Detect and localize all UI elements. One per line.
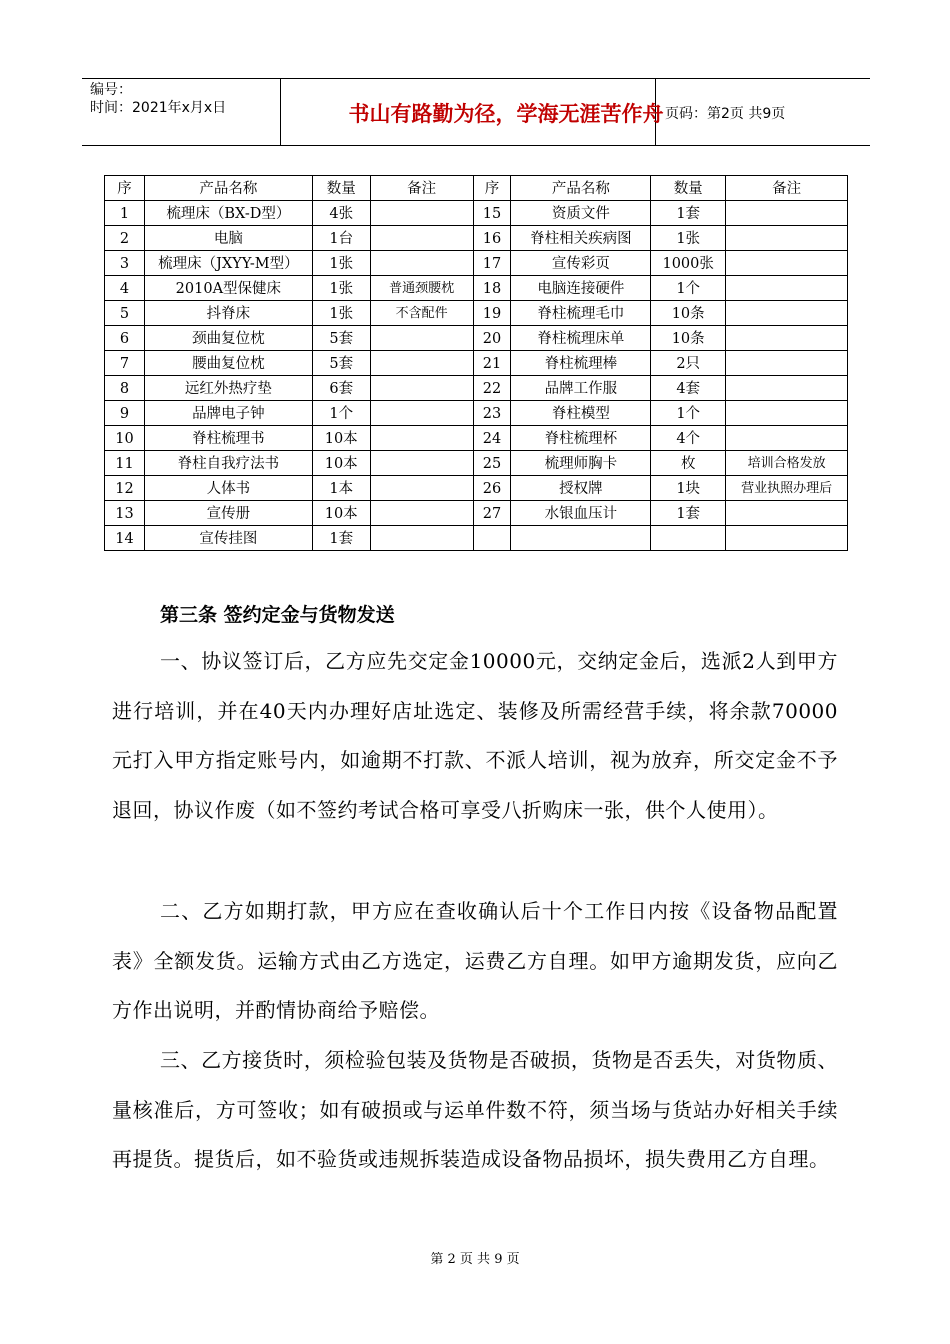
quantity-cell: 枚 (651, 451, 726, 476)
row-number-cell: 20 (473, 326, 511, 351)
remark-cell (726, 226, 848, 251)
row-number-cell: 27 (473, 501, 511, 526)
header-page-info: 页码：第2页 共9页 (665, 106, 786, 122)
table-row (105, 401, 848, 426)
table-row (105, 201, 848, 226)
product-name-cell: 宣传挂图 (144, 526, 312, 551)
quantity-cell: 10本 (312, 501, 370, 526)
product-name-cell: 授权牌 (511, 476, 651, 501)
article-paragraph: 一、协议签订后，乙方应先交定金10000元，交纳定金后，选派2人到甲方进行培训，并在40天内办理好店址选定、装修及所需经营手续，将余款70000元打入甲方指定账号内，如逾期不打款、不派人培训，视为放弃，所交定金不予退回，协议作废（如不签约考试合格可享受八折购床一张，供个人使用）。 (112, 649, 838, 822)
remark-cell: 培训合格发放 (726, 451, 848, 476)
quantity-cell: 5套 (312, 351, 370, 376)
product-name-cell: 梳理床（JXYY-M型） (144, 251, 312, 276)
quantity-cell: 1个 (312, 401, 370, 426)
quantity-cell: 1个 (651, 401, 726, 426)
quantity-cell: 1张 (312, 251, 370, 276)
remark-cell (726, 201, 848, 226)
article-paragraph: 二、乙方如期打款，甲方应在查收确认后十个工作日内按《设备物品配置表》全额发货。运输方式由乙方选定，运费乙方自理。如甲方逾期发货，应向乙方作出说明，并酌情协商给予赔偿。 (112, 899, 838, 1022)
product-name-cell: 梳理床（BX-D型） (144, 201, 312, 226)
row-number-cell (473, 526, 511, 551)
quantity-cell: 1000张 (651, 251, 726, 276)
document-time-label: 时间：2021年x月x日 (90, 100, 227, 116)
quantity-cell: 5套 (312, 326, 370, 351)
product-name-cell: 腰曲复位枕 (144, 351, 312, 376)
remark-cell (370, 351, 473, 376)
row-number-cell: 24 (473, 426, 511, 451)
quantity-cell: 1套 (651, 201, 726, 226)
row-number-cell: 21 (473, 351, 511, 376)
product-name-cell (511, 526, 651, 551)
product-name-cell: 资质文件 (511, 201, 651, 226)
row-number-cell: 18 (473, 276, 511, 301)
quantity-cell: 1块 (651, 476, 726, 501)
quantity-cell: 10条 (651, 301, 726, 326)
product-name-cell: 宣传册 (144, 501, 312, 526)
remark-cell (726, 301, 848, 326)
quantity-cell: 1本 (312, 476, 370, 501)
row-number-cell: 2 (105, 226, 145, 251)
quantity-cell: 4个 (651, 426, 726, 451)
row-number-cell: 1 (105, 201, 145, 226)
quantity-cell: 1台 (312, 226, 370, 251)
quantity-cell: 10本 (312, 451, 370, 476)
quantity-cell: 1张 (651, 226, 726, 251)
product-name-cell: 颈曲复位枕 (144, 326, 312, 351)
remark-cell (726, 401, 848, 426)
header-bottom-rule (82, 145, 870, 146)
equipment-table-body (105, 176, 848, 551)
table-row (105, 476, 848, 501)
table-row (105, 251, 848, 276)
column-header: 产品名称 (144, 176, 312, 201)
row-number-cell: 14 (105, 526, 145, 551)
row-number-cell: 22 (473, 376, 511, 401)
row-number-cell: 6 (105, 326, 145, 351)
quantity-cell: 1张 (312, 276, 370, 301)
remark-cell (726, 276, 848, 301)
remark-cell (370, 401, 473, 426)
remark-cell (370, 226, 473, 251)
article-title: 第三条 签约定金与货物发送 (160, 604, 395, 626)
remark-cell (370, 326, 473, 351)
row-number-cell: 7 (105, 351, 145, 376)
row-number-cell: 13 (105, 501, 145, 526)
column-header: 数量 (651, 176, 726, 201)
remark-cell (370, 426, 473, 451)
product-name-cell: 电脑连接硬件 (511, 276, 651, 301)
product-name-cell: 脊柱梳理床单 (511, 326, 651, 351)
remark-cell (370, 476, 473, 501)
table-row (105, 501, 848, 526)
remark-cell (726, 526, 848, 551)
remark-cell (370, 451, 473, 476)
quantity-cell: 10条 (651, 326, 726, 351)
table-header-row (105, 176, 848, 201)
remark-cell (370, 526, 473, 551)
product-name-cell: 脊柱梳理棒 (511, 351, 651, 376)
remark-cell (726, 426, 848, 451)
product-name-cell: 脊柱梳理杯 (511, 426, 651, 451)
equipment-table (104, 175, 848, 551)
product-name-cell: 品牌工作服 (511, 376, 651, 401)
product-name-cell: 水银血压计 (511, 501, 651, 526)
remark-cell (370, 251, 473, 276)
row-number-cell: 8 (105, 376, 145, 401)
header-motto: 书山有路勤为径，学海无涯苦作舟 (348, 102, 664, 126)
row-number-cell: 9 (105, 401, 145, 426)
quantity-cell: 1套 (312, 526, 370, 551)
quantity-cell: 4张 (312, 201, 370, 226)
table-row (105, 526, 848, 551)
column-header: 序 (105, 176, 145, 201)
product-name-cell: 抖脊床 (144, 301, 312, 326)
table-row (105, 376, 848, 401)
row-number-cell: 11 (105, 451, 145, 476)
quantity-cell: 2只 (651, 351, 726, 376)
product-name-cell: 脊柱梳理毛巾 (511, 301, 651, 326)
table-row (105, 351, 848, 376)
page-header (82, 78, 870, 146)
remark-cell (726, 351, 848, 376)
column-header: 备注 (370, 176, 473, 201)
column-header: 数量 (312, 176, 370, 201)
quantity-cell: 6套 (312, 376, 370, 401)
remark-cell: 普通颈腰枕 (370, 276, 473, 301)
product-name-cell: 脊柱相关疾病图 (511, 226, 651, 251)
row-number-cell: 3 (105, 251, 145, 276)
remark-cell (726, 501, 848, 526)
product-name-cell: 梳理师胸卡 (511, 451, 651, 476)
row-number-cell: 23 (473, 401, 511, 426)
table-row (105, 276, 848, 301)
product-name-cell: 脊柱自我疗法书 (144, 451, 312, 476)
remark-cell (370, 201, 473, 226)
document-number-label: 编号： (90, 82, 132, 98)
product-name-cell: 电脑 (144, 226, 312, 251)
remark-cell (370, 376, 473, 401)
page-footer: 第 2 页 共 9 页 (430, 1252, 520, 1267)
row-number-cell: 17 (473, 251, 511, 276)
remark-cell (370, 501, 473, 526)
row-number-cell: 16 (473, 226, 511, 251)
article-paragraph: 三、乙方接货时，须检验包装及货物是否破损，货物是否丢失，对货物质、量核准后，方可签收；如有破损或与运单件数不符，须当场与货站办好相关手续再提货。提货后，如不验货或违规拆装造成设备物品损坏，损失费用乙方自理。 (112, 1048, 838, 1171)
product-name-cell: 2010A型保健床 (144, 276, 312, 301)
quantity-cell (651, 526, 726, 551)
product-name-cell: 宣传彩页 (511, 251, 651, 276)
product-name-cell: 脊柱模型 (511, 401, 651, 426)
remark-cell (726, 251, 848, 276)
quantity-cell: 1张 (312, 301, 370, 326)
product-name-cell: 远红外热疗垫 (144, 376, 312, 401)
header-divider (280, 78, 281, 146)
row-number-cell: 26 (473, 476, 511, 501)
row-number-cell: 12 (105, 476, 145, 501)
remark-cell: 不含配件 (370, 301, 473, 326)
table-row (105, 301, 848, 326)
table-row (105, 451, 848, 476)
product-name-cell: 脊柱梳理书 (144, 426, 312, 451)
row-number-cell: 4 (105, 276, 145, 301)
quantity-cell: 1个 (651, 276, 726, 301)
product-name-cell: 品牌电子钟 (144, 401, 312, 426)
quantity-cell: 4套 (651, 376, 726, 401)
row-number-cell: 19 (473, 301, 511, 326)
table-row (105, 226, 848, 251)
remark-cell (726, 326, 848, 351)
column-header: 产品名称 (511, 176, 651, 201)
row-number-cell: 5 (105, 301, 145, 326)
column-header: 备注 (726, 176, 848, 201)
remark-cell: 营业执照办理后 (726, 476, 848, 501)
header-top-rule (82, 78, 870, 79)
quantity-cell: 10本 (312, 426, 370, 451)
column-header: 序 (473, 176, 511, 201)
row-number-cell: 10 (105, 426, 145, 451)
remark-cell (726, 376, 848, 401)
row-number-cell: 25 (473, 451, 511, 476)
quantity-cell: 1套 (651, 501, 726, 526)
row-number-cell: 15 (473, 201, 511, 226)
product-name-cell: 人体书 (144, 476, 312, 501)
table-row (105, 426, 848, 451)
table-row (105, 326, 848, 351)
